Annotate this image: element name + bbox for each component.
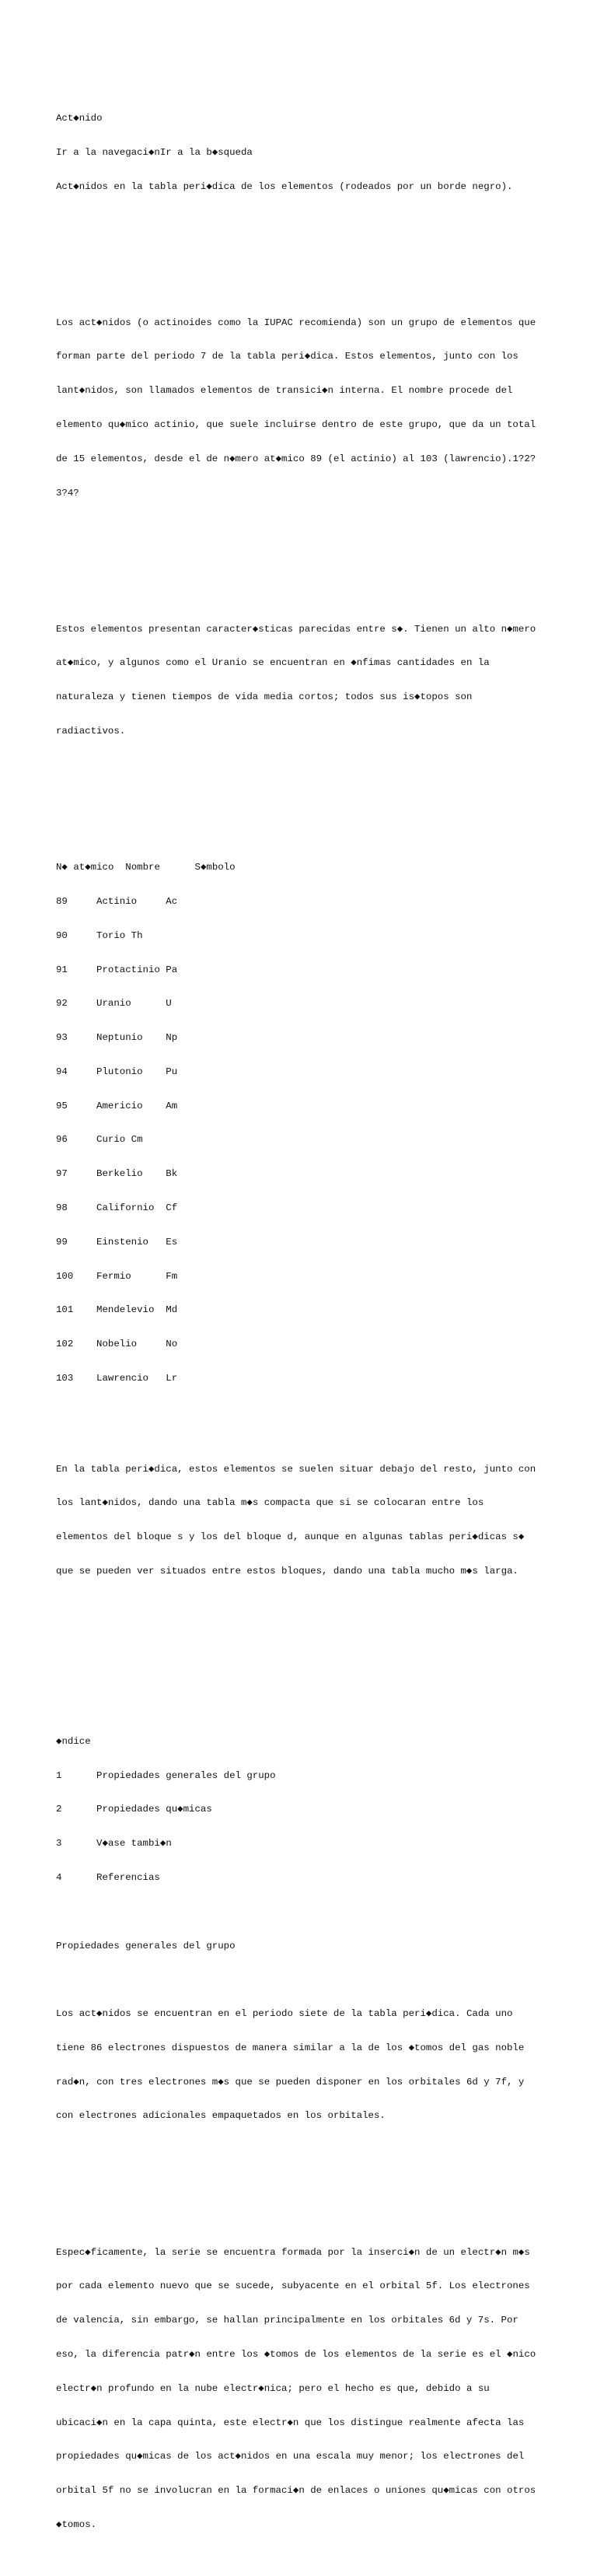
toc-item[interactable]: 1 Propiedades generales del grupo <box>56 1769 276 1781</box>
toc-item[interactable]: 2 Propiedades qu◆micas <box>56 1804 212 1815</box>
text-line: forman parte del periodo 7 de la tabla peri◆dica. Estos elementos, junto con los <box>56 351 518 362</box>
table-row: 100 Fermio Fm <box>56 1270 178 1282</box>
table-row: 91 Protactinio Pa <box>56 964 178 975</box>
placement-paragraph <box>56 1440 553 1599</box>
image-caption: Act◆nidos en la tabla peri◆dica de los elementos (rodeados por un borde negro). <box>56 180 513 192</box>
header-block <box>56 90 553 215</box>
text-line: radiactivos. <box>56 726 126 737</box>
intro-paragraph <box>56 294 553 521</box>
text-line: rad◆n, con tres electrones m◆s que se pueden disponer en los orbitales 6d y 7f, y <box>56 2076 525 2088</box>
spacer <box>56 249 553 261</box>
text-line: de valencia, sin embargo, se hallan principalmente en los orbitales 6d y 7s. Por <box>56 2315 518 2326</box>
characteristics-paragraph <box>56 601 553 760</box>
table-row: 92 Uranio U <box>56 998 172 1010</box>
text-line: que se pueden ver situados entre estos bloques, dando una tabla mucho m◆s larga. <box>56 1565 518 1577</box>
elements-table <box>56 839 553 1407</box>
text-line: tiene 86 electrones dispuestos de manera similar a la de los ◆tomos del gas noble <box>56 2042 525 2053</box>
table-row: 94 Plutonio Pu <box>56 1066 178 1077</box>
toc-item[interactable]: 4 Referencias <box>56 1872 160 1883</box>
table-row: 97 Berkelio Bk <box>56 1168 178 1180</box>
document-page <box>56 56 553 2576</box>
toc-title: ◆ndice <box>56 1735 91 1747</box>
text-line: 3?4? <box>56 487 79 499</box>
text-line: eso, la diferencia patr◆n entre los ◆tomos de los elementos de la serie es el ◆nico <box>56 2348 536 2360</box>
spacer <box>56 794 553 806</box>
general-properties-paragraph-1 <box>56 1986 553 2144</box>
text-line: orbital 5f no se involucran en la formaci◆n de enlaces o uniones qu◆micas con otros <box>56 2485 536 2497</box>
table-row: 93 Neptunio Np <box>56 1032 178 1044</box>
table-row: 103 Lawrencio Lr <box>56 1372 178 1384</box>
text-line: Los act◆nidos se encuentran en el periodo siete de la tabla peri◆dica. Cada uno <box>56 2008 513 2020</box>
table-row: 101 Mendelevio Md <box>56 1304 178 1316</box>
spacer <box>56 2179 553 2190</box>
text-line: lant◆nidos, son llamados elementos de transici◆n interna. El nombre procede del <box>56 385 513 397</box>
table-header: N◆ at◆mico Nombre S◆mbolo <box>56 862 236 873</box>
text-line: En la tabla peri◆dica, estos elementos se suelen situar debajo del resto, junto con <box>56 1463 536 1475</box>
text-line: con electrones adicionales empaquetados en los orbitales. <box>56 2110 386 2122</box>
toc-item[interactable]: 3 V◆ase tambi◆n <box>56 1838 172 1850</box>
page-title: Act◆nido <box>56 112 103 124</box>
text-line: electr◆n profundo en la nube electr◆nica; pero el hecho es que, debido a su <box>56 2382 490 2394</box>
text-line: los lant◆nidos, dando una tabla m◆s compacta que si se colocaran entre los <box>56 1497 484 1509</box>
text-line: ◆tomos. <box>56 2518 97 2530</box>
table-row: 95 Americio Am <box>56 1100 178 1111</box>
spacer <box>56 1668 553 1679</box>
text-line: elemento qu◆mico actinio, que suele incluirse dentro de este grupo, que da un total <box>56 419 536 430</box>
table-of-contents <box>56 1713 553 1906</box>
table-row: 96 Curio Cm <box>56 1134 143 1146</box>
table-row: 90 Torio Th <box>56 929 143 941</box>
spacer <box>56 1634 553 1646</box>
general-properties-paragraph-2 <box>56 2224 553 2553</box>
text-line: propiedades qu◆micas de los act◆nidos en una escala muy menor; los electrones del <box>56 2451 525 2462</box>
table-row: 98 Californio Cf <box>56 1202 178 1213</box>
spacer <box>56 555 553 567</box>
text-line: Espec◆ficamente, la serie se encuentra formada por la inserci◆n de un electr◆n m◆s <box>56 2246 530 2258</box>
table-row: 89 Actinio Ac <box>56 895 178 907</box>
text-line: de 15 elementos, desde el de n◆mero at◆mico 89 (el actinio) al 103 (lawrencio).1?2? <box>56 453 536 464</box>
text-line: elementos del bloque s y los del bloque d, aunque en algunas tablas peri◆dicas s◆ <box>56 1531 525 1543</box>
text-line: Los act◆nidos (o actinoides como la IUPAC recomienda) son un grupo de elementos que <box>56 317 536 328</box>
text-line: at◆mico, y algunos como el Uranio se encuentran en ◆nfimas cantidades en la <box>56 657 490 669</box>
table-row: 99 Einstenio Es <box>56 1236 178 1248</box>
text-line: por cada elemento nuevo que se sucede, subyacente en el orbital 5f. Los electrones <box>56 2280 530 2292</box>
table-row: 102 Nobelio No <box>56 1339 178 1350</box>
text-line: ubicaci◆n en la capa quinta, este electr◆n que los distingue realmente afecta las <box>56 2417 525 2428</box>
text-line: naturaleza y tienen tiempos de vida media cortos; todos sus is◆topos son <box>56 691 473 703</box>
section-heading: Propiedades generales del grupo <box>56 1940 236 1951</box>
text-line: Estos elementos presentan caracter◆sticas parecidas entre s◆. Tienen un alto n◆mero <box>56 623 536 635</box>
navigation-links: Ir a la navegaci◆nIr a la b◆squeda <box>56 146 253 158</box>
